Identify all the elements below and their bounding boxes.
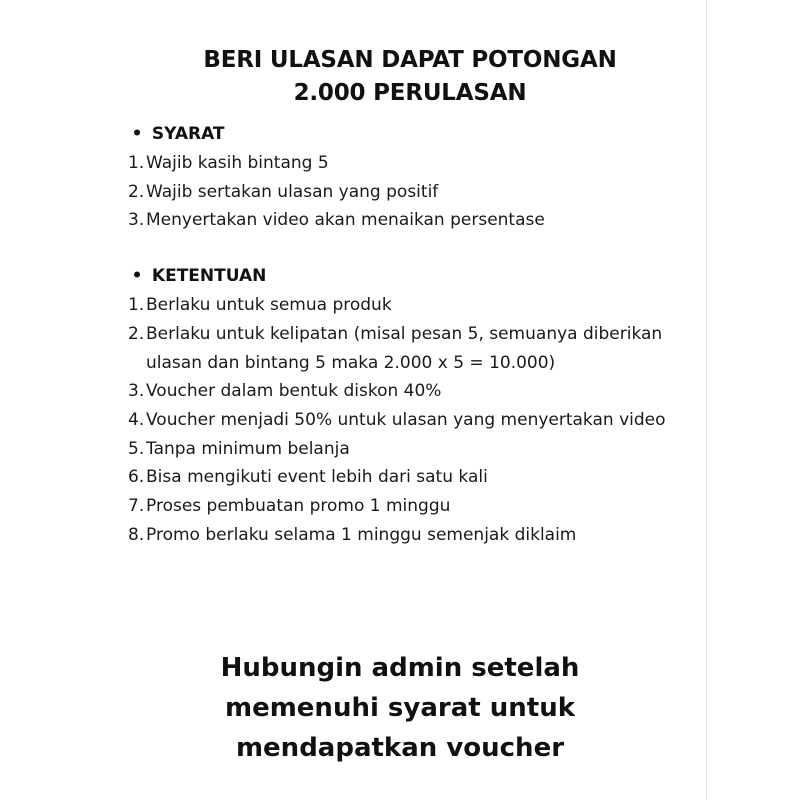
item-number: 1. xyxy=(128,295,145,316)
list-item xyxy=(128,206,706,235)
bullet-icon: • xyxy=(131,266,143,287)
title-line-2: 2.000 PERULASAN xyxy=(293,80,527,106)
list-item xyxy=(128,435,706,464)
item-text: Proses pembuatan promo 1 minggu xyxy=(146,496,451,517)
syarat-heading-label: SYARAT xyxy=(151,124,225,144)
item-text: Voucher dalam bentuk diskon 40% xyxy=(146,381,442,402)
item-number: 7. xyxy=(128,496,145,517)
item-number: 8. xyxy=(128,524,145,545)
bullet-icon: • xyxy=(131,124,143,144)
item-text: Wajib sertakan ulasan yang positif xyxy=(146,181,439,202)
list-item xyxy=(128,463,706,492)
contact-admin-note xyxy=(160,648,640,768)
item-number: 5. xyxy=(128,438,145,459)
title-line-1: BERI ULASAN DAPAT POTONGAN xyxy=(203,47,617,73)
item-number: 2. xyxy=(128,181,145,202)
item-number: 6. xyxy=(128,467,145,488)
item-text: Bisa mengikuti event lebih dari satu kali xyxy=(146,467,488,488)
syarat-list xyxy=(128,149,706,235)
item-text: Tanpa minimum belanja xyxy=(146,438,350,459)
footer-line-1: Hubungin admin setelah xyxy=(220,653,580,683)
footer-line-2: memenuhi syarat untuk xyxy=(224,693,575,723)
list-item xyxy=(128,178,706,207)
document-title xyxy=(114,44,706,110)
footer-line-3: mendapatkan voucher xyxy=(235,733,565,763)
list-item xyxy=(128,291,706,320)
ketentuan-heading-label: KETENTUAN xyxy=(151,266,267,287)
list-item xyxy=(128,320,706,377)
list-item xyxy=(128,406,706,435)
item-text: Berlaku untuk semua produk xyxy=(146,295,392,316)
ketentuan-list xyxy=(128,291,706,549)
item-text: Berlaku untuk kelipatan (misal pesan 5, semuanya diberikan ulasan dan bintang 5 maka 2.000 x 5 = 10.000) xyxy=(146,323,663,373)
item-number: 2. xyxy=(128,323,145,344)
item-text: Menyertakan video akan menaikan persentase xyxy=(146,210,545,231)
item-number: 3. xyxy=(128,210,145,231)
document-body xyxy=(128,44,706,549)
page-edge-divider xyxy=(706,0,707,800)
syarat-heading xyxy=(128,122,706,146)
item-number: 3. xyxy=(128,381,145,402)
list-item xyxy=(128,492,706,521)
list-item xyxy=(128,377,706,406)
item-number: 1. xyxy=(128,153,145,173)
item-text: Wajib kasih bintang 5 xyxy=(146,153,329,173)
ketentuan-heading xyxy=(128,264,706,288)
item-number: 4. xyxy=(128,409,145,430)
list-item xyxy=(128,521,706,550)
item-text: Promo berlaku selama 1 minggu semenjak diklaim xyxy=(146,524,577,545)
list-item xyxy=(128,149,706,178)
item-text: Voucher menjadi 50% untuk ulasan yang menyertakan video xyxy=(146,409,666,430)
